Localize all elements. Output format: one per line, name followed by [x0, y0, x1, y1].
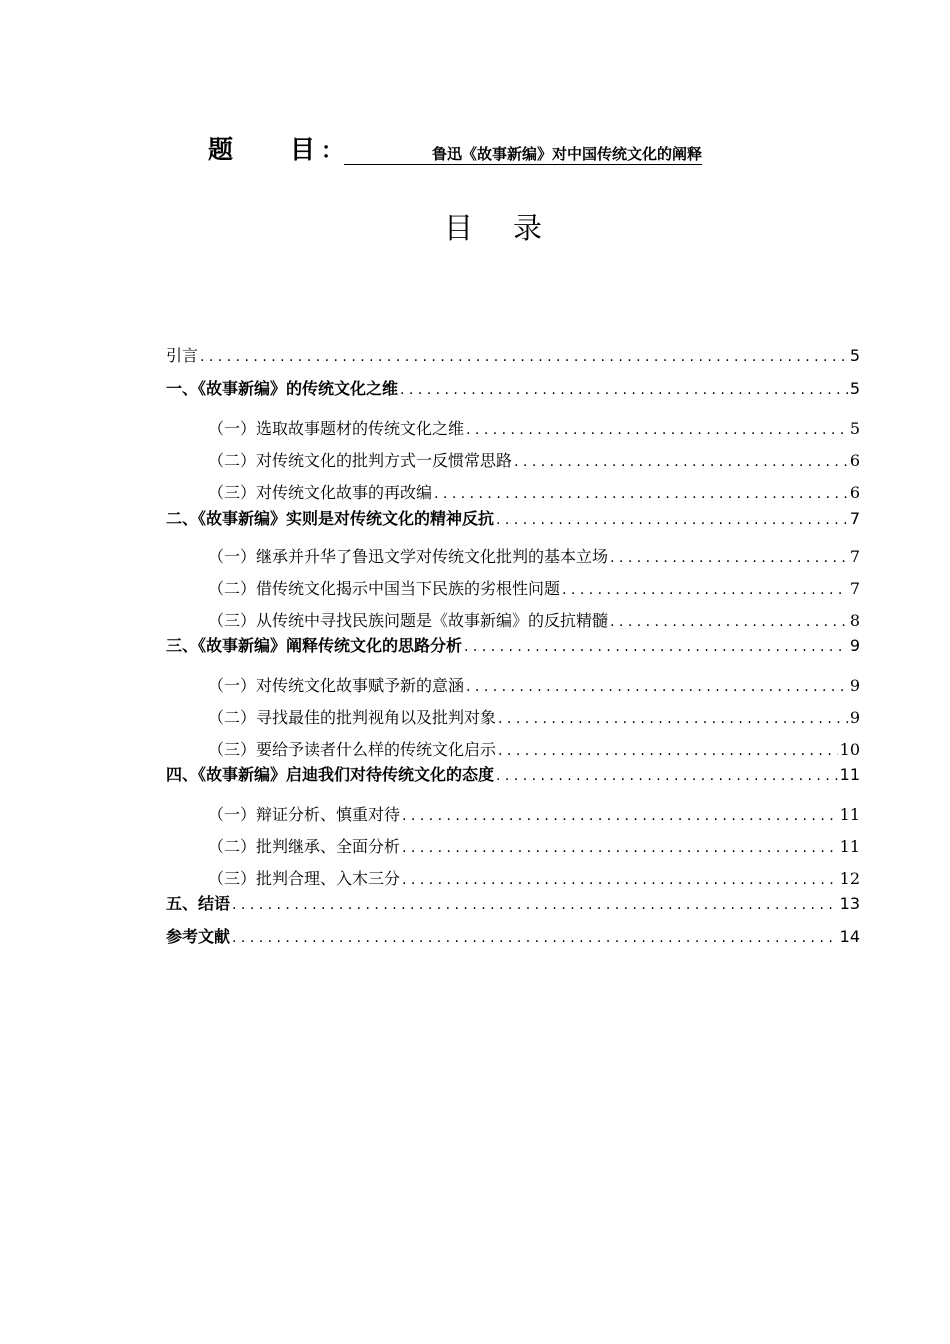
- toc-leader-dots: [402, 836, 838, 859]
- toc-entry-text: （一）继承并升华了鲁迅文学对传统文化批判的基本立场: [208, 547, 609, 566]
- toc-page-number: 10: [839, 740, 860, 759]
- toc-entry-section-2-1[interactable]: [208, 545, 860, 569]
- toc-page-number: 6: [849, 483, 860, 502]
- toc-entry-chapter-4[interactable]: [166, 763, 860, 787]
- toc-leader-dots: [402, 868, 838, 891]
- thesis-title: 鲁迅《故事新编》对中国传统文化的阐释: [344, 145, 702, 165]
- toc-entry-section-2-3[interactable]: [208, 609, 860, 633]
- toc-heading-char-1: 目: [444, 211, 474, 245]
- toc-leader-dots: [498, 739, 838, 762]
- toc-page-number: 7: [849, 509, 860, 528]
- toc-entry-section-4-3[interactable]: [208, 867, 860, 891]
- toc-entry-introduction[interactable]: [166, 344, 860, 368]
- toc-leader-dots: [498, 707, 848, 730]
- toc-page-number: 6: [849, 451, 860, 470]
- toc-leader-dots: [400, 378, 848, 401]
- toc-leader-dots: [232, 926, 838, 949]
- toc-page-number: 9: [849, 636, 860, 655]
- toc-entry-text: （三）对传统文化故事的再改编: [208, 483, 433, 502]
- toc-entry-section-2-2[interactable]: [208, 577, 860, 601]
- toc-leader-dots: [200, 345, 848, 368]
- toc-page-number: 5: [849, 379, 860, 398]
- toc-leader-dots: [434, 482, 848, 505]
- toc-page-number: 5: [849, 419, 860, 438]
- toc-entry-section-4-2[interactable]: [208, 835, 860, 859]
- toc-entry-chapter-3[interactable]: [166, 634, 860, 658]
- toc-entry-text: 引言: [166, 346, 199, 365]
- toc-entry-text: （一）对传统文化故事赋予新的意涵: [208, 676, 465, 695]
- toc-leader-dots: [514, 450, 848, 473]
- toc-page-number: 8: [849, 611, 860, 630]
- toc-entry-text: （三）要给予读者什么样的传统文化启示: [208, 740, 497, 759]
- toc-leader-dots: [466, 418, 848, 441]
- toc-entry-text: 三、《故事新编》阐释传统文化的思路分析: [166, 636, 463, 655]
- toc-page-number: 5: [849, 346, 860, 365]
- toc-leader-dots: [232, 893, 838, 916]
- toc-entry-text: 五、结语: [166, 894, 231, 913]
- toc-leader-dots: [610, 546, 848, 569]
- toc-page-number: 11: [839, 837, 860, 856]
- toc-page-number: 12: [839, 869, 860, 888]
- toc-page-number: 9: [849, 676, 860, 695]
- toc-entry-text: （三）从传统中寻找民族问题是《故事新编》的反抗精髓: [208, 611, 609, 630]
- toc-entry-section-3-1[interactable]: [208, 674, 860, 698]
- toc-entry-section-1-2[interactable]: [208, 449, 860, 473]
- toc-entry-references[interactable]: [166, 925, 860, 949]
- toc-page-number: 11: [839, 765, 860, 784]
- toc-leader-dots: [464, 635, 848, 658]
- toc-page-number: 9: [849, 708, 860, 727]
- toc-leader-dots: [562, 578, 848, 601]
- title-label-char-1: 题: [208, 135, 234, 164]
- toc-entry-section-3-2[interactable]: [208, 706, 860, 730]
- toc-entry-text: （一）选取故事题材的传统文化之维: [208, 419, 465, 438]
- toc-page-number: 7: [849, 579, 860, 598]
- toc-entry-text: （二）批判继承、全面分析: [208, 837, 401, 856]
- toc-entry-section-3-3[interactable]: [208, 738, 860, 762]
- toc-heading: [0, 208, 950, 248]
- toc-entry-conclusion[interactable]: [166, 892, 860, 916]
- toc-entry-text: （二）对传统文化的批判方式一反惯常思路: [208, 451, 513, 470]
- toc-page-number: 7: [849, 547, 860, 566]
- toc-entry-text: （二）寻找最佳的批判视角以及批判对象: [208, 708, 497, 727]
- toc-entry-text: 一、《故事新编》的传统文化之维: [166, 379, 399, 398]
- toc-leader-dots: [496, 764, 838, 787]
- toc-entry-text: 参考文献: [166, 927, 231, 946]
- toc-page-number: 11: [839, 805, 860, 824]
- toc-entry-section-1-1[interactable]: [208, 417, 860, 441]
- toc-entry-text: （二）借传统文化揭示中国当下民族的劣根性问题: [208, 579, 561, 598]
- toc-page-number: 13: [839, 894, 860, 913]
- toc-entry-text: 二、《故事新编》实则是对传统文化的精神反抗: [166, 509, 495, 528]
- toc-leader-dots: [466, 675, 848, 698]
- toc-page-number: 14: [839, 927, 860, 946]
- title-label-char-2: 目: [290, 135, 316, 164]
- toc-leader-dots: [496, 508, 848, 531]
- toc-entry-chapter-2[interactable]: [166, 507, 860, 531]
- toc-entry-text: （三）批判合理、入木三分: [208, 869, 401, 888]
- toc-entry-section-4-1[interactable]: [208, 803, 860, 827]
- toc-leader-dots: [402, 804, 838, 827]
- toc-entry-text: （一）辩证分析、慎重对待: [208, 805, 401, 824]
- toc-entry-text: 四、《故事新编》启迪我们对待传统文化的态度: [166, 765, 495, 784]
- title-colon: ：: [321, 139, 344, 164]
- toc-entry-section-1-3[interactable]: [208, 481, 860, 505]
- toc-heading-char-2: 录: [513, 211, 543, 245]
- toc-leader-dots: [610, 610, 848, 633]
- toc-entry-chapter-1[interactable]: [166, 377, 860, 401]
